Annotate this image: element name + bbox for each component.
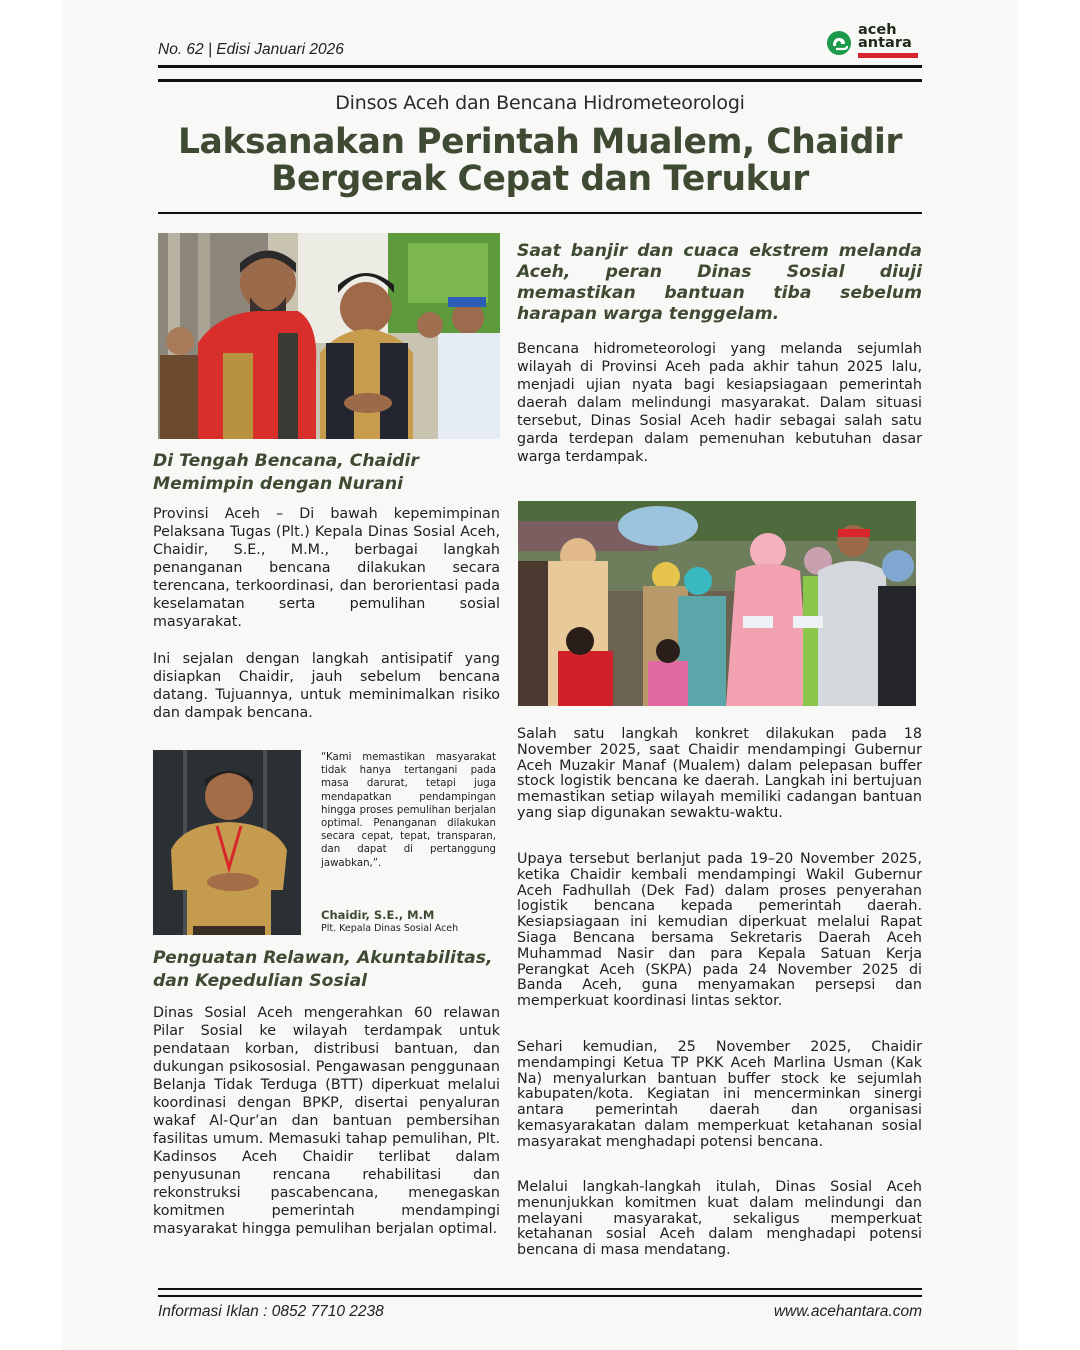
header-rule-top <box>158 65 922 68</box>
photo-aid-distribution <box>518 501 916 706</box>
header-rule-bottom <box>158 79 922 82</box>
footer-rule-bottom <box>158 1295 922 1297</box>
logo-red-strip <box>858 53 918 58</box>
article-lead: Saat banjir dan cuaca ekstrem melanda Aceh, peran Dinas Sosial diuji memastikan bantuan tiba sebelum harapan warga tenggelam. <box>517 241 922 324</box>
right-paragraph-4: Sehari kemudian, 25 November 2025, Chaidir mendampingi Ketua TP PKK Aceh Marlina Usman (Kak Na) menyalurkan bantuan buffer stock ke sejumlah kabupaten/kota. Kegiatan ini mencerminkan sinergi antara pemerintah daerah dan organisasi kemasyarakatan dalam memperkuat ketahanan sosial masyarakat menghadapi potensi bencana. <box>517 1039 922 1150</box>
headline-line-1: Laksanakan Perintah Mualem, Chaidir <box>177 122 903 162</box>
logo-wordmark <box>858 24 912 50</box>
footer-rule-top <box>158 1288 922 1290</box>
aceh-antara-logo <box>826 22 921 60</box>
headline-rule <box>158 212 922 214</box>
photo-officials <box>158 233 500 439</box>
section2-paragraph-1: Dinas Sosial Aceh mengerahkan 60 relawan Pilar Sosial ke wilayah terdampak untuk pendataan korban, distribusi bantuan, dan dukungan psikososial. Pengawasan penggunaan Belanja Tidak Terduga (BTT) diperkuat melalui koordinasi dengan BPKP, disertai penyaluran wakaf Al-Qur’an dan bantuan pembersihan fasilitas umum. Memasuki tahap pemulihan, Plt. Kadinsos Aceh Chaidir terlibat dalam penyusunan rencana rehabilitasi dan rekonstruksi pascabencana, menegaskan komitmen pemerintah mendampingi masyarakat hingga pemulihan berjalan optimal. <box>153 1005 500 1237</box>
section1-title: Di Tengah Bencana, Chaidir Memimpin dengan Nurani <box>153 451 419 494</box>
article-kicker: Dinsos Aceh dan Bencana Hidrometeorologi <box>335 92 745 114</box>
ad-info: Informasi Iklan : 0852 7710 2238 <box>158 1303 384 1320</box>
section1-paragraph-1: Provinsi Aceh – Di bawah kepemimpinan Pelaksana Tugas (Plt.) Kepala Dinas Sosial Aceh, Chaidir, S.E., M.M., berbagai langkah penanganan bencana dilakukan secara terencana, terkoordinasi, dan berorientasi pada keselamatan serta pemulihan sosial masyarakat. <box>153 506 500 630</box>
photo-portrait-chaidir <box>153 750 301 935</box>
article-headline <box>158 124 922 198</box>
website-link[interactable]: www.acehantara.com <box>773 1303 922 1320</box>
quote-author-name: Chaidir, S.E., M.M <box>321 908 435 922</box>
pull-quote: “Kami memastikan masyarakat tidak hanya tertangani pada masa darurat, tetapi juga mendapatkan pendampingan hingga proses pemulihan berjalan optimal. Penanganan dilakukan secara cepat, tepat, transparan, dan dapat di pertanggung jawabkan,”. <box>321 752 496 869</box>
logo-line2: antara <box>858 35 912 51</box>
portrait-image <box>153 750 301 935</box>
issue-label: No. 62 | Edisi Januari 2026 <box>158 41 344 58</box>
section1-paragraph-2: Ini sejalan dengan langkah antisipatif yang disiapkan Chaidir, jauh sebelum bencana datang. Tujuannya, untuk meminimalkan risiko dan dampak bencana. <box>153 651 500 721</box>
right-paragraph-3: Upaya tersebut berlanjut pada 19–20 November 2025, ketika Chaidir kembali mendampingi Wakil Gubernur Aceh Fadhullah (Dek Fad) dalam proses penyerahan logistik bencana kepada pemerintah daerah. Kesiapsiagaan ini kemudian diperkuat melalui Rapat Siaga Bencana bersama Sekretaris Daerah Aceh Muhammad Nasir dan para Kepala Satuan Kerja Perangkat Aceh (SKPA) pada 24 November 2025 di Banda Aceh, guna menyamakan persepsi dan memperkuat koordinasi lintas sektor. <box>517 851 922 1010</box>
quote-author-role: Plt. Kepala Dinas Sosial Aceh <box>321 923 459 934</box>
photo-aid-distribution-image <box>518 501 916 706</box>
right-paragraph-1: Bencana hidrometeorologi yang melanda sejumlah wilayah di Provinsi Aceh pada akhir tahun 2025 lalu, menjadi ujian nyata bagi kesiapsiagaan pemerintah daerah dalam melindungi masyarakat. Dalam situasi tersebut, Dinas Sosial Aceh hadir sebagai salah satu garda terdepan dalam pemenuhan kebutuhan dasar warga terdampak. <box>517 341 922 465</box>
logo-mark-icon <box>826 30 854 56</box>
section2-title: Penguatan Relawan, Akuntabilitas, dan Kepedulian Sosial <box>153 948 493 991</box>
headline-line-2: Bergerak Cepat dan Terukur <box>271 159 809 199</box>
right-paragraph-5: Melalui langkah-langkah itulah, Dinas Sosial Aceh menunjukkan komitmen kuat dalam melindungi dan melayani masyarakat, sekaligus memperkuat ketahanan sosial Aceh dalam menghadapi potensi bencana di masa mendatang. <box>517 1179 922 1259</box>
photo-officials-image <box>158 233 500 439</box>
logo-line1: aceh <box>858 22 897 38</box>
right-paragraph-2: Salah satu langkah konkret dilakukan pada 18 November 2025, saat Chaidir mendampingi Gubernur Aceh Muzakir Manaf (Mualem) dalam pelepasan buffer stock logistik bencana ke daerah. Langkah ini bertujuan memastikan setiap wilayah memiliki cadangan bantuan yang siap digunakan sewaktu-waktu. <box>517 726 922 821</box>
